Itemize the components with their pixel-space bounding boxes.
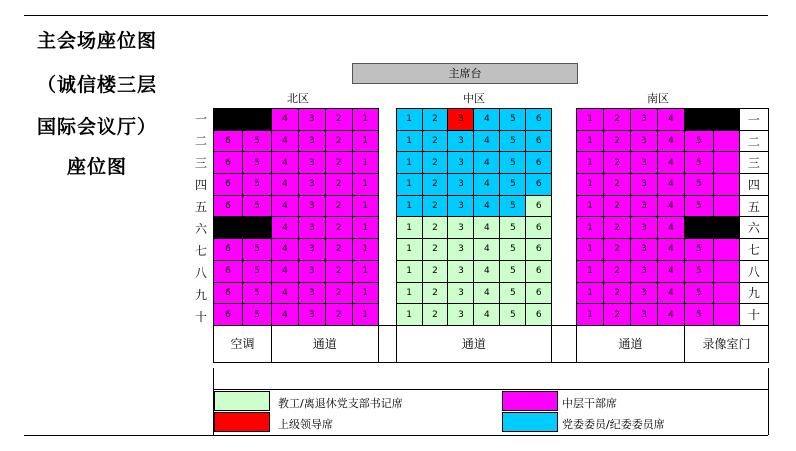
seat-north: 2 <box>325 109 352 131</box>
seat-center: 4 <box>474 217 500 239</box>
seat-south: 5 <box>684 239 713 261</box>
seat-north: 1 <box>352 195 378 217</box>
zone-label-center: 中区 <box>463 92 485 105</box>
seat-north: 3 <box>298 109 325 131</box>
seat-south: 4 <box>657 195 684 217</box>
legend <box>213 368 769 435</box>
seat-south: 3 <box>631 282 658 304</box>
seat-row <box>214 174 769 196</box>
seat-center: 6 <box>526 304 552 326</box>
seat-south: 1 <box>577 217 604 239</box>
seat-south <box>684 109 713 131</box>
seat-north: 3 <box>298 195 325 217</box>
title-line-1: 主会场座位图 <box>37 30 158 52</box>
seat-center: 1 <box>396 152 422 174</box>
seat-row <box>214 109 769 131</box>
seat-south: 4 <box>657 152 684 174</box>
seat-north: 1 <box>352 239 378 261</box>
seat-south <box>713 152 739 174</box>
row-number-left: 六 <box>194 222 207 236</box>
seat-south: 4 <box>657 260 684 282</box>
seat-center: 3 <box>448 130 474 152</box>
seat-south: 2 <box>604 130 631 152</box>
seat-north: 1 <box>352 282 378 304</box>
seat-north: 4 <box>271 304 298 326</box>
seat-north: 1 <box>352 174 378 196</box>
title-line-4: 座位图 <box>67 156 128 178</box>
seat-south <box>713 239 739 261</box>
seat-north: 5 <box>242 174 271 196</box>
seat-row <box>214 217 769 239</box>
seat-north: 4 <box>271 174 298 196</box>
seat-north: 3 <box>298 152 325 174</box>
footer-row <box>214 325 769 362</box>
seat-north: 5 <box>242 282 271 304</box>
seat-north: 3 <box>298 239 325 261</box>
seat-center: 5 <box>500 260 526 282</box>
seat-south: 5 <box>684 282 713 304</box>
seat-south: 5 <box>684 174 713 196</box>
seat-south <box>713 195 739 217</box>
seat-south: 4 <box>657 130 684 152</box>
row-number-right: 八 <box>739 260 768 282</box>
seat-north: 4 <box>271 109 298 131</box>
seat-south <box>713 174 739 196</box>
seat-south: 5 <box>684 195 713 217</box>
seat-north <box>242 217 271 239</box>
seat-center: 1 <box>396 195 422 217</box>
seat-south: 2 <box>604 174 631 196</box>
seat-center: 3 <box>448 239 474 261</box>
legend-swatch-green <box>214 391 270 411</box>
seat-north: 4 <box>271 195 298 217</box>
seat-south: 5 <box>684 304 713 326</box>
seat-north: 6 <box>214 260 243 282</box>
aisle-center: 通道 <box>396 325 552 362</box>
seat-north: 2 <box>325 130 352 152</box>
seat-south: 2 <box>604 304 631 326</box>
seat-north: 5 <box>242 152 271 174</box>
seat-south: 3 <box>631 260 658 282</box>
seat-row <box>214 282 769 304</box>
seat-north: 6 <box>214 130 243 152</box>
seat-center: 1 <box>396 109 422 131</box>
row-number-right: 三 <box>739 152 768 174</box>
row-number-left: 二 <box>194 134 207 148</box>
seat-center: 2 <box>422 304 448 326</box>
legend-label-cyan: 党委委员/纪委委员席 <box>562 418 665 431</box>
seat-row <box>214 152 769 174</box>
seat-north: 5 <box>242 130 271 152</box>
seat-north: 5 <box>242 260 271 282</box>
seat-center: 2 <box>422 130 448 152</box>
seat-north: 6 <box>214 239 243 261</box>
seat-north: 3 <box>298 304 325 326</box>
seat-south: 3 <box>631 239 658 261</box>
seat-south: 5 <box>684 260 713 282</box>
seat-center: 2 <box>422 239 448 261</box>
seat-center: 2 <box>422 152 448 174</box>
seating-grid <box>213 108 769 368</box>
seat-center: 1 <box>396 130 422 152</box>
seat-center: 5 <box>500 282 526 304</box>
seat-center: 5 <box>500 109 526 131</box>
seat-center: 3 <box>448 217 474 239</box>
seat-center: 6 <box>526 239 552 261</box>
bottom-rule <box>24 435 768 436</box>
seat-south: 4 <box>657 282 684 304</box>
seat-row <box>214 130 769 152</box>
seat-north: 2 <box>325 260 352 282</box>
seat-center: 1 <box>396 239 422 261</box>
seat-south: 2 <box>604 260 631 282</box>
seat-north: 1 <box>352 304 378 326</box>
seat-north <box>214 109 243 131</box>
seat-south: 2 <box>604 109 631 131</box>
seat-south <box>713 109 739 131</box>
seat-center: 4 <box>474 304 500 326</box>
seat-center: 5 <box>500 304 526 326</box>
seat-south <box>713 217 739 239</box>
seat-north: 3 <box>298 217 325 239</box>
seat-south <box>713 282 739 304</box>
seat-south <box>713 304 739 326</box>
seat-row <box>214 260 769 282</box>
row-number-right: 四 <box>739 174 768 196</box>
seat-south: 4 <box>657 217 684 239</box>
seat-south: 1 <box>577 174 604 196</box>
seat-center: 5 <box>500 195 526 217</box>
seat-north: 1 <box>352 130 378 152</box>
row-number-right: 二 <box>739 130 768 152</box>
seat-south <box>684 217 713 239</box>
seat-center: 5 <box>500 174 526 196</box>
top-rule <box>24 15 768 16</box>
seat-center: 4 <box>474 260 500 282</box>
seat-center: 4 <box>474 152 500 174</box>
aisle-right: 通道 <box>577 325 685 362</box>
row-number-left: 七 <box>194 244 207 258</box>
row-number-left: 三 <box>194 156 207 170</box>
seat-north: 3 <box>298 282 325 304</box>
seat-center: 6 <box>526 195 552 217</box>
legend-label-green: 教工/离退休党支部书记席 <box>278 397 403 410</box>
seat-center: 3 <box>448 260 474 282</box>
seat-center: 5 <box>500 152 526 174</box>
seat-north: 2 <box>325 282 352 304</box>
seat-south: 1 <box>577 239 604 261</box>
seat-south: 5 <box>684 130 713 152</box>
seat-south: 4 <box>657 174 684 196</box>
seat-north: 3 <box>298 174 325 196</box>
legend-swatch-red <box>214 412 270 432</box>
row-number-right: 六 <box>739 217 768 239</box>
seat-south: 4 <box>657 109 684 131</box>
row-number-left: 八 <box>194 266 207 280</box>
seat-south: 3 <box>631 195 658 217</box>
legend-label-red: 上级领导席 <box>278 418 333 431</box>
seat-north: 4 <box>271 130 298 152</box>
seat-north: 1 <box>352 109 378 131</box>
seat-center: 6 <box>526 174 552 196</box>
seat-center: 6 <box>526 282 552 304</box>
seat-center: 2 <box>422 109 448 131</box>
seat-center: 3 <box>448 152 474 174</box>
seat-north: 4 <box>271 239 298 261</box>
seat-north: 1 <box>352 217 378 239</box>
seat-north: 2 <box>325 174 352 196</box>
seat-row <box>214 195 769 217</box>
seat-row <box>214 304 769 326</box>
seat-south: 1 <box>577 282 604 304</box>
seat-south: 4 <box>657 239 684 261</box>
seat-south: 1 <box>577 304 604 326</box>
seat-south: 1 <box>577 109 604 131</box>
seat-center: 2 <box>422 282 448 304</box>
seat-center: 4 <box>474 174 500 196</box>
seat-south <box>713 130 739 152</box>
seat-center: 6 <box>526 152 552 174</box>
seat-center: 4 <box>474 282 500 304</box>
seat-center: 2 <box>422 174 448 196</box>
seat-south: 1 <box>577 152 604 174</box>
recording-room-door: 录像室门 <box>684 325 768 362</box>
seat-south: 2 <box>604 195 631 217</box>
seat-north: 1 <box>352 260 378 282</box>
seat-center: 1 <box>396 217 422 239</box>
seat-north: 2 <box>325 239 352 261</box>
seat-center: 1 <box>396 304 422 326</box>
seat-south: 2 <box>604 239 631 261</box>
seat-north: 2 <box>325 152 352 174</box>
seat-north: 4 <box>271 217 298 239</box>
row-number-right: 十 <box>739 304 768 326</box>
seat-north: 4 <box>271 260 298 282</box>
row-number-right: 九 <box>739 282 768 304</box>
seat-south: 2 <box>604 282 631 304</box>
seat-center: 3 <box>448 174 474 196</box>
seat-center: 2 <box>422 260 448 282</box>
seat-south: 3 <box>631 217 658 239</box>
seat-center: 5 <box>500 130 526 152</box>
seat-south: 1 <box>577 130 604 152</box>
seat-north: 6 <box>214 282 243 304</box>
seat-center: 6 <box>526 217 552 239</box>
seat-south: 3 <box>631 109 658 131</box>
legend-label-magenta: 中层干部席 <box>562 397 617 410</box>
row-number-left: 四 <box>194 178 207 192</box>
zone-label-north: 北区 <box>287 92 309 105</box>
seat-center: 4 <box>474 239 500 261</box>
row-number-left: 九 <box>194 288 207 302</box>
seat-center: 6 <box>526 130 552 152</box>
seat-south: 1 <box>577 260 604 282</box>
seat-center: 3 <box>448 109 474 131</box>
seat-north: 2 <box>325 217 352 239</box>
seat-north: 2 <box>325 195 352 217</box>
seat-north: 3 <box>298 130 325 152</box>
row-number-left: 一 <box>194 112 207 126</box>
row-number-left: 十 <box>194 310 207 324</box>
presidium-stage: 主席台 <box>352 63 578 84</box>
seat-north <box>214 217 243 239</box>
title-line-3: 国际会议厅） <box>37 116 158 138</box>
seat-south: 3 <box>631 130 658 152</box>
aircon-label: 空调 <box>214 325 272 362</box>
seat-north: 5 <box>242 195 271 217</box>
seat-south: 1 <box>577 195 604 217</box>
seat-row <box>214 239 769 261</box>
seat-center: 5 <box>500 217 526 239</box>
seat-center: 5 <box>500 239 526 261</box>
seat-north: 2 <box>325 304 352 326</box>
seat-south: 3 <box>631 152 658 174</box>
zone-label-south: 南区 <box>647 92 669 105</box>
row-number-right: 一 <box>739 109 768 131</box>
seat-north <box>242 109 271 131</box>
seat-south <box>713 260 739 282</box>
seat-south: 3 <box>631 174 658 196</box>
seat-north: 1 <box>352 152 378 174</box>
seat-center: 3 <box>448 282 474 304</box>
seat-center: 2 <box>422 195 448 217</box>
legend-swatch-cyan <box>502 412 558 432</box>
seat-center: 3 <box>448 304 474 326</box>
seat-south: 4 <box>657 304 684 326</box>
row-number-right: 七 <box>739 239 768 261</box>
seat-north: 5 <box>242 304 271 326</box>
seat-north: 4 <box>271 282 298 304</box>
seat-center: 6 <box>526 260 552 282</box>
aisle-left: 通道 <box>271 325 378 362</box>
title-line-2: （诚信楼三层 <box>37 74 158 96</box>
seat-north: 6 <box>214 304 243 326</box>
seat-center: 4 <box>474 130 500 152</box>
seat-center: 1 <box>396 174 422 196</box>
seat-south: 2 <box>604 217 631 239</box>
seat-north: 5 <box>242 239 271 261</box>
seat-south: 3 <box>631 304 658 326</box>
seat-north: 6 <box>214 195 243 217</box>
seat-north: 3 <box>298 260 325 282</box>
seat-center: 1 <box>396 260 422 282</box>
seat-center: 6 <box>526 109 552 131</box>
seat-north: 4 <box>271 152 298 174</box>
seat-south: 5 <box>684 152 713 174</box>
seat-center: 2 <box>422 217 448 239</box>
seat-south: 2 <box>604 152 631 174</box>
row-number-left: 五 <box>194 200 207 214</box>
legend-swatch-magenta <box>502 391 558 411</box>
seat-north: 6 <box>214 152 243 174</box>
seat-north: 6 <box>214 174 243 196</box>
seat-center: 4 <box>474 195 500 217</box>
seat-center: 4 <box>474 109 500 131</box>
seat-center: 3 <box>448 195 474 217</box>
seat-center: 1 <box>396 282 422 304</box>
row-number-right: 五 <box>739 195 768 217</box>
